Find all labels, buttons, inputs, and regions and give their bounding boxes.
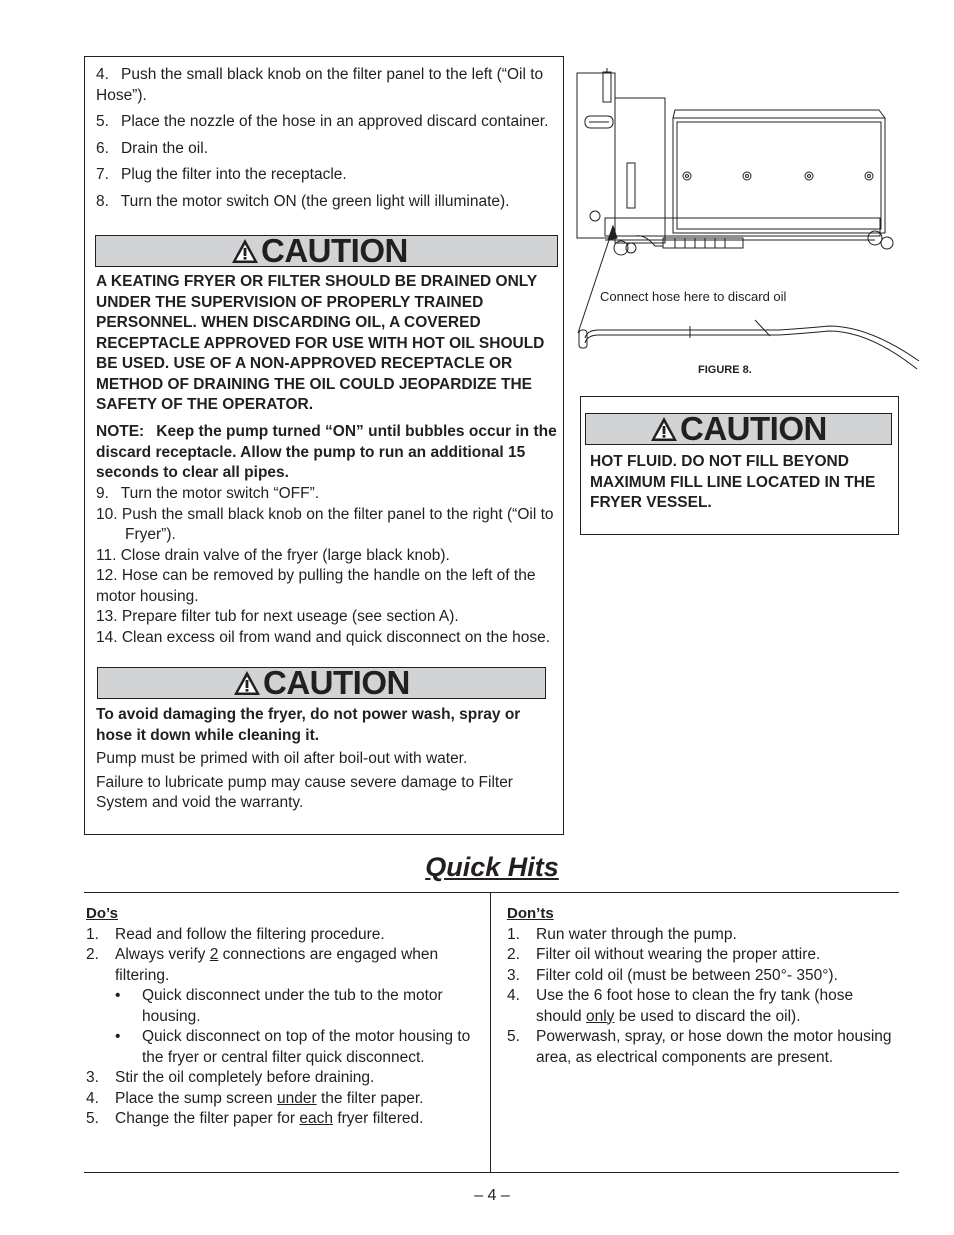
dos-heading: Do’s: [86, 905, 118, 922]
caution-2-body: [96, 705, 558, 814]
caution-1-text: A KEATING FRYER OR FILTER SHOULD BE DRAINED ONLY UNDER THE SUPERVISION OF PROPERLY TRAINED PERSONNEL. WHEN DISCARDING OIL, A COVERED RECEPTACLE APPROVED FOR USE WITH HOT OIL SHOULD BE USED. USE OF A NON-APPROVED RECEPTACLE OR METHOD OF DRAINING THE OIL COULD JEOPARDIZE THE SAFETY OF THE OPERATOR.: [96, 273, 545, 413]
figure-caption: FIGURE 8.: [698, 364, 752, 376]
steps-b: [96, 484, 558, 648]
donts-heading: Don’ts: [507, 905, 554, 922]
step-7: 7. Plug the filter into the receptacle.: [96, 166, 347, 183]
quick-hits-title: Quick Hits: [425, 852, 559, 882]
dos-column: [86, 904, 482, 1130]
caution-bar-2: [97, 664, 546, 701]
donts-column: [507, 904, 895, 1068]
caution-2-bold: To avoid damaging the fryer, do not power wash, spray or hose it down while cleaning it.: [96, 706, 521, 744]
do-item-4: 4. Place the sump screen under the filter paper.: [86, 1089, 424, 1107]
caution-bar-3: [585, 410, 892, 447]
step-14: 14. Clean excess oil from wand and quick disconnect on the hose.: [96, 628, 551, 646]
dont-item-5: 5. Powerwash, spray, or hose down the motor housing area, as electrical components are present.: [507, 1028, 892, 1066]
dont-item-2: 2. Filter oil without wearing the proper attire.: [507, 946, 821, 963]
caution-bar-1: [95, 232, 558, 269]
do-bullet-2: • Quick disconnect on top of the motor housing to the fryer or central filter quick disconnect.: [115, 1028, 471, 1066]
caution-label-2: CAUTION: [263, 664, 410, 701]
quick-hits-bottom-rule: [84, 1172, 899, 1173]
step-10: 10. Push the small black knob on the filter panel to the right (“Oil to Fryer”).: [96, 505, 554, 543]
step-13: 13. Prepare filter tub for next useage (see section A).: [96, 608, 459, 625]
dont-item-1: 1. Run water through the pump.: [507, 925, 737, 943]
caution-2-p1: Pump must be primed with oil after boil-out with water.: [96, 750, 468, 767]
caution-label-3: CAUTION: [680, 410, 827, 447]
caution-label-1: CAUTION: [261, 232, 408, 269]
step-8: 8. Turn the motor switch ON (the green light will illuminate).: [96, 192, 510, 210]
do-item-3: 3. Stir the oil completely before draining.: [86, 1069, 375, 1086]
dont-item-4: 4. Use the 6 foot hose to clean the fry tank (hose should only be used to discard the oil).: [507, 987, 854, 1025]
step-5: 5. Place the nozzle of the hose in an approved discard container.: [96, 113, 549, 130]
warning-triangle-icon: [650, 416, 678, 442]
page-number: – 4 –: [474, 1187, 510, 1204]
step-9: 9. Turn the motor switch “OFF”.: [96, 485, 320, 502]
step-4: 4. Push the small black knob on the filter panel to the left (“Oil to Hose”).: [96, 66, 544, 104]
do-item-1: 1. Read and follow the filtering procedure.: [86, 925, 385, 943]
step-6: 6. Drain the oil.: [96, 139, 208, 157]
quick-hits-top-rule: [84, 892, 899, 893]
quick-hits-divider: [490, 893, 491, 1172]
note-text: NOTE: Keep the pump turned “ON” until bubbles occur in the discard receptacle. Allow the pump to run an additional 15 seconds to clear all pipes.: [96, 423, 557, 481]
warning-triangle-icon: [231, 238, 259, 264]
dont-item-3: 3. Filter cold oil (must be between 250°- 350°).: [507, 966, 838, 984]
do-item-5: 5. Change the filter paper for each fryer filtered.: [86, 1110, 424, 1127]
do-bullet-1: • Quick disconnect under the tub to the motor housing.: [115, 987, 443, 1025]
figure-callout: Connect hose here to discard oil: [600, 289, 787, 304]
steps-a: [96, 65, 558, 212]
step-11: 11. Close drain valve of the fryer (large black knob).: [96, 546, 450, 564]
warning-triangle-icon: [233, 670, 261, 696]
step-12: 12. Hose can be removed by pulling the handle on the left of the motor housing.: [96, 567, 536, 605]
caution-3-text: HOT FLUID. DO NOT FILL BEYOND MAXIMUM FILL LINE LOCATED IN THE FRYER VESSEL.: [590, 453, 876, 511]
figure-8: [575, 58, 920, 383]
fryer-filter-drawing: [575, 58, 920, 383]
caution-2-p2: Failure to lubricate pump may cause severe damage to Filter System and void the warranty.: [96, 773, 513, 811]
do-item-2: 2. Always verify 2 connections are engaged when filtering.: [86, 946, 439, 984]
